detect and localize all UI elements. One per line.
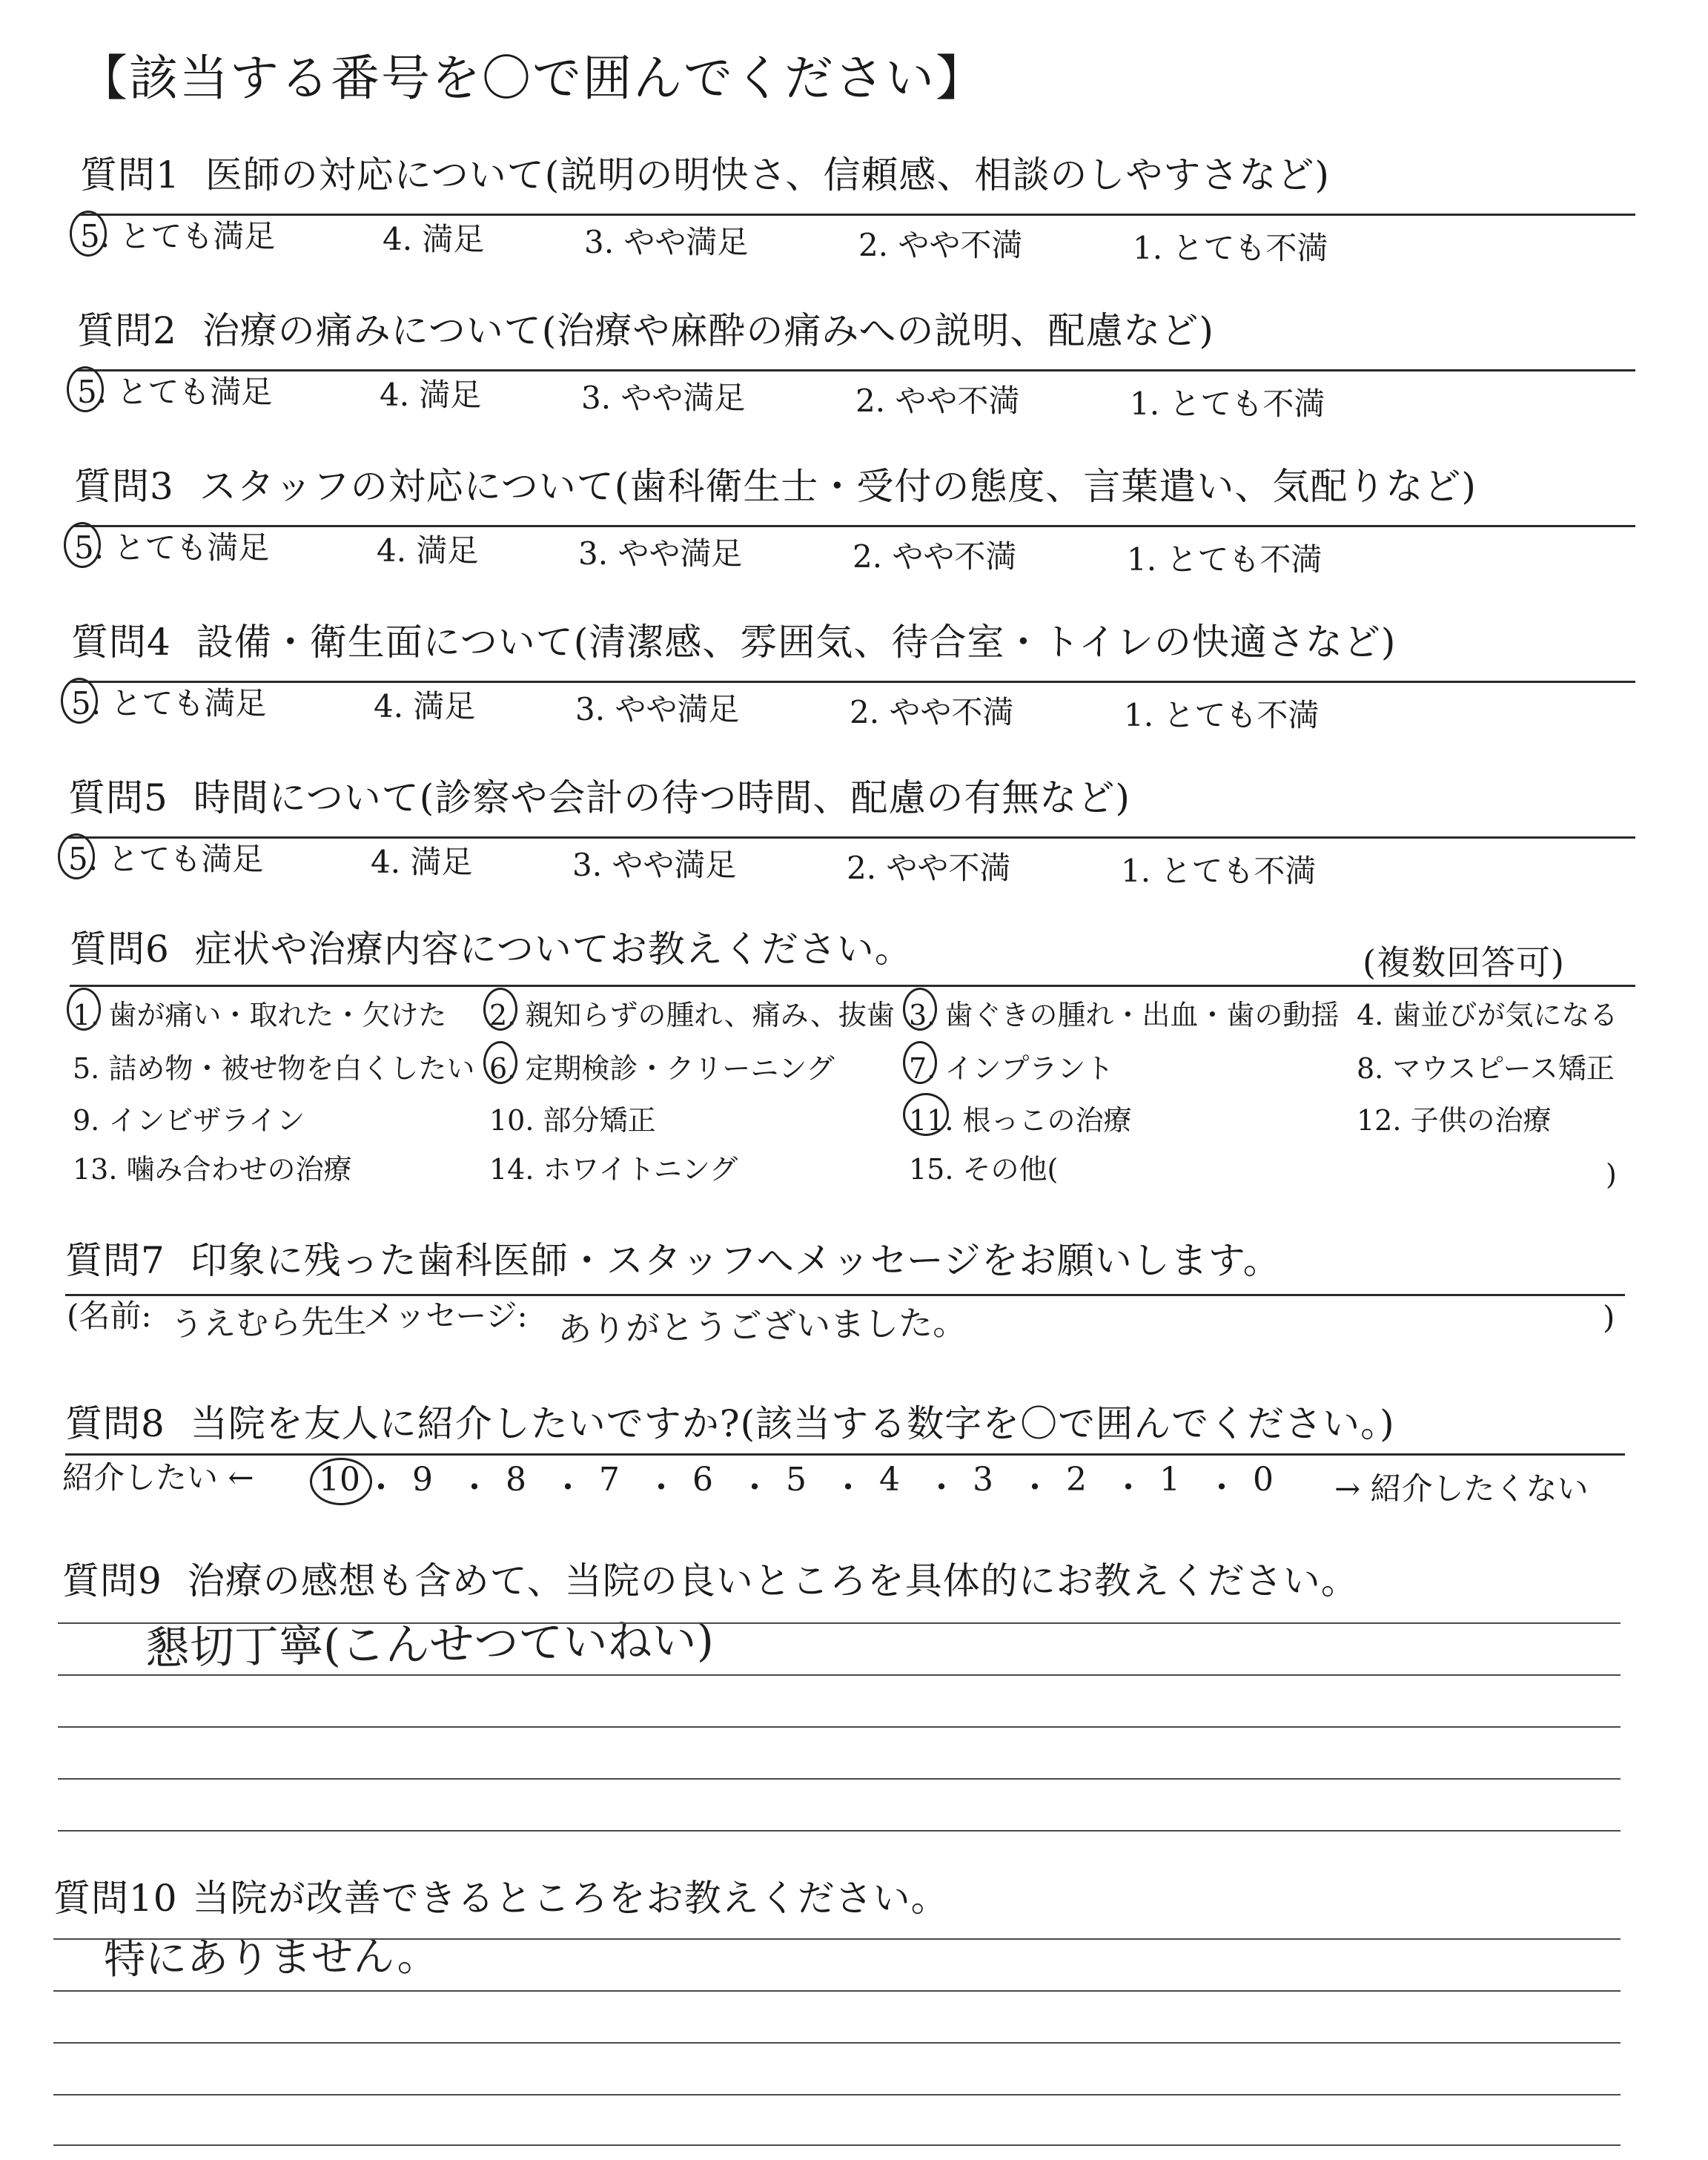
- q8-scale-6[interactable]: 6: [692, 1461, 713, 1499]
- q6-note: (複数回答可): [1363, 942, 1565, 982]
- q2-label: 質問2: [77, 309, 177, 352]
- q1-option-3[interactable]: 3. やや満足: [584, 224, 749, 260]
- q5-label: 質問5: [68, 776, 168, 819]
- q5-rule: [68, 836, 1635, 839]
- q9-label: 質問9: [62, 1559, 162, 1602]
- q8-scale-8[interactable]: 8: [506, 1461, 526, 1499]
- q8-scale-separator: ・: [1112, 1469, 1145, 1507]
- q5-selection-circle: [58, 833, 95, 879]
- q4-title: [71, 612, 1396, 666]
- q9-line-2: [58, 1674, 1621, 1676]
- q2-rule: [77, 369, 1635, 371]
- q1-option-1[interactable]: 1. とても不満: [1133, 230, 1328, 266]
- q6-option-5[interactable]: 5. 詰め物・被せ物を白くしたい: [73, 1052, 475, 1085]
- q10-line-5: [53, 2144, 1621, 2146]
- q6-option-14[interactable]: 14. ホワイトニング: [489, 1153, 738, 1186]
- q1-selection-circle: [70, 211, 107, 257]
- q9-line-5: [58, 1830, 1621, 1832]
- q6-option-12[interactable]: 12. 子供の治療: [1357, 1104, 1552, 1137]
- q6-selection-circle: [903, 1041, 937, 1084]
- q10-line-3: [53, 2042, 1621, 2044]
- q9-title: [62, 1551, 1359, 1605]
- q8-scale-separator: ・: [645, 1469, 678, 1507]
- q5-option-5[interactable]: 5. とても満足: [68, 841, 264, 877]
- q6-text: 症状や治療内容についてお教えください。: [194, 928, 913, 971]
- q8-scale-2[interactable]: 2: [1066, 1461, 1087, 1499]
- q6-option-10[interactable]: 10. 部分矯正: [489, 1104, 656, 1137]
- q5-option-1[interactable]: 1. とても不満: [1121, 853, 1317, 889]
- q3-selection-circle: [64, 522, 101, 568]
- q7-name-label: (名前:: [67, 1298, 152, 1334]
- q6-option-15[interactable]: 15. その他(: [909, 1153, 1059, 1186]
- q8-label: 質問8: [65, 1402, 165, 1445]
- q8-scale-1[interactable]: 1: [1159, 1461, 1180, 1499]
- q6-option-1[interactable]: 1. 歯が痛い・取れた・欠けた: [73, 999, 447, 1031]
- q8-scale-3[interactable]: 3: [973, 1461, 993, 1499]
- q8-right-label: → 紹介したくない: [1334, 1470, 1589, 1507]
- q4-option-5[interactable]: 5. とても満足: [71, 685, 267, 721]
- q8-scale-separator: ・: [1205, 1469, 1238, 1507]
- q2-option-5[interactable]: 5. とても満足: [77, 374, 273, 410]
- q2-option-4[interactable]: 4. 満足: [380, 377, 482, 413]
- q8-text: 当院を友人に紹介したいですか?(該当する数字を〇で囲んでください。): [190, 1402, 1395, 1445]
- q5-option-2[interactable]: 2. やや不満: [847, 850, 1011, 886]
- q3-text: スタッフの対応について(歯科衛生士・受付の態度、言葉遣い、気配りなど): [199, 465, 1477, 508]
- q7-label: 質問7: [65, 1239, 165, 1282]
- q7-message-label: メッセージ:: [363, 1298, 528, 1334]
- q1-label: 質問1: [80, 153, 180, 196]
- q4-option-3[interactable]: 3. やや満足: [575, 691, 740, 727]
- q10-text: 当院が改善できるところをお教えください。: [192, 1877, 949, 1920]
- q6-other-close-paren: ): [1606, 1158, 1617, 1191]
- q4-option-1[interactable]: 1. とても不満: [1124, 697, 1320, 733]
- q8-scale-separator: ・: [458, 1469, 491, 1507]
- q3-label: 質問3: [74, 465, 174, 508]
- q6-option-8[interactable]: 8. マウスピース矯正: [1357, 1052, 1615, 1085]
- q10-line-2: [53, 1990, 1621, 1992]
- q8-scale-separator: ・: [552, 1469, 584, 1507]
- q5-text: 時間について(診察や会計の待つ時間、配慮の有無など): [193, 776, 1131, 819]
- q1-title: [80, 145, 1330, 199]
- q6-selection-circle: [483, 1041, 517, 1084]
- q8-rule: [65, 1453, 1625, 1456]
- q8-left-label: 紹介したい ←: [62, 1459, 254, 1496]
- q10-answer[interactable]: 特にありません。: [103, 1932, 439, 1984]
- q8-scale-10[interactable]: 10: [319, 1461, 360, 1499]
- q3-option-1[interactable]: 1. とても不満: [1127, 541, 1323, 578]
- q8-scale-separator: ・: [738, 1469, 771, 1507]
- q9-line-4: [58, 1778, 1621, 1780]
- q2-option-3[interactable]: 3. やや満足: [581, 380, 746, 416]
- q3-rule: [74, 525, 1635, 527]
- q4-text: 設備・衛生面について(清潔感、雰囲気、待合室・トイレの快適さなど): [196, 621, 1397, 664]
- q3-option-2[interactable]: 2. やや不満: [853, 538, 1017, 575]
- q8-scale-separator: ・: [365, 1469, 397, 1507]
- q6-option-7[interactable]: 7. インプラント: [909, 1052, 1114, 1085]
- q6-option-3[interactable]: 3. 歯ぐきの腫れ・出血・歯の動揺: [909, 999, 1340, 1031]
- q3-option-4[interactable]: 4. 満足: [377, 532, 479, 569]
- q5-title: [68, 768, 1131, 822]
- q6-selection-circle: [483, 988, 517, 1031]
- q1-option-4[interactable]: 4. 満足: [383, 221, 485, 257]
- q3-title: [74, 457, 1477, 510]
- q8-scale-5[interactable]: 5: [786, 1461, 807, 1499]
- q6-selection-circle: [903, 988, 937, 1031]
- q8-scale-7[interactable]: 7: [599, 1461, 620, 1499]
- q5-option-4[interactable]: 4. 満足: [371, 844, 473, 880]
- q3-option-3[interactable]: 3. やや満足: [578, 535, 743, 572]
- q6-label: 質問6: [70, 928, 170, 971]
- q6-option-4[interactable]: 4. 歯並びが気になる: [1357, 999, 1618, 1031]
- q4-option-2[interactable]: 2. やや不満: [850, 694, 1014, 730]
- q7-message-value[interactable]: ありがとうございました。: [557, 1302, 967, 1350]
- q1-rule: [80, 214, 1635, 216]
- q1-option-5[interactable]: 5. とても満足: [80, 218, 276, 254]
- q4-selection-circle: [61, 678, 98, 724]
- q9-text: 治療の感想も含めて、当院の良いところを具体的にお教えください。: [187, 1559, 1359, 1602]
- q7-close-paren: ): [1603, 1299, 1615, 1335]
- q8-scale-0[interactable]: 0: [1253, 1461, 1274, 1499]
- q8-selection-circle: [310, 1458, 372, 1505]
- q7-title: [65, 1231, 1281, 1284]
- q10-title: [53, 1869, 949, 1922]
- q6-rule: [70, 985, 1635, 987]
- q8-scale-separator: ・: [925, 1469, 958, 1507]
- q2-selection-circle: [67, 366, 104, 412]
- q8-scale-separator: ・: [832, 1469, 864, 1507]
- q6-option-6[interactable]: 6. 定期検診・クリーニング: [489, 1052, 835, 1085]
- q2-option-1[interactable]: 1. とても不満: [1130, 386, 1325, 422]
- q4-option-4[interactable]: 4. 満足: [374, 688, 476, 724]
- q6-selection-circle: [903, 1093, 949, 1136]
- q6-option-11[interactable]: 11. 根っこの治療: [909, 1104, 1132, 1137]
- q6-option-2[interactable]: 2. 親知らずの腫れ、痛み、抜歯: [489, 999, 895, 1031]
- q8-scale-9[interactable]: 9: [412, 1461, 433, 1499]
- q2-text: 治療の痛みについて(治療や麻酔の痛みへの説明、配慮など): [202, 309, 1214, 352]
- page-title: 【該当する番号を〇で囲んでください】: [79, 50, 986, 107]
- q2-title: [77, 301, 1214, 354]
- q1-text: 医師の対応について(説明の明快さ、信頼感、相談のしやすさなど): [205, 153, 1330, 196]
- q6-selection-circle: [67, 988, 101, 1031]
- q6-option-13[interactable]: 13. 噛み合わせの治療: [73, 1153, 352, 1186]
- q10-line-1: [53, 1938, 1621, 1940]
- q9-line-3: [58, 1726, 1621, 1728]
- q4-rule: [71, 681, 1635, 683]
- q1-option-2[interactable]: 2. やや不満: [858, 227, 1023, 263]
- q8-title: [65, 1394, 1395, 1447]
- q10-line-4: [53, 2094, 1621, 2095]
- q8-scale-separator: ・: [1019, 1469, 1051, 1507]
- q8-scale-4[interactable]: 4: [879, 1461, 900, 1499]
- q3-option-5[interactable]: 5. とても満足: [74, 529, 270, 566]
- q2-option-2[interactable]: 2. やや不満: [855, 383, 1020, 419]
- q7-text: 印象に残った歯科医師・スタッフへメッセージをお願いします。: [190, 1239, 1281, 1282]
- q9-line-1: [58, 1622, 1621, 1624]
- q6-title: [70, 919, 913, 973]
- q4-label: 質問4: [71, 621, 171, 664]
- q7-name-value[interactable]: うえむら先生: [170, 1302, 367, 1344]
- q9-answer[interactable]: 懇切丁寧(こんせつていねい): [145, 1614, 715, 1675]
- q10-label: 質問10: [53, 1877, 178, 1920]
- q6-option-9[interactable]: 9. インビザライン: [73, 1104, 305, 1137]
- q5-option-3[interactable]: 3. やや満足: [572, 847, 737, 883]
